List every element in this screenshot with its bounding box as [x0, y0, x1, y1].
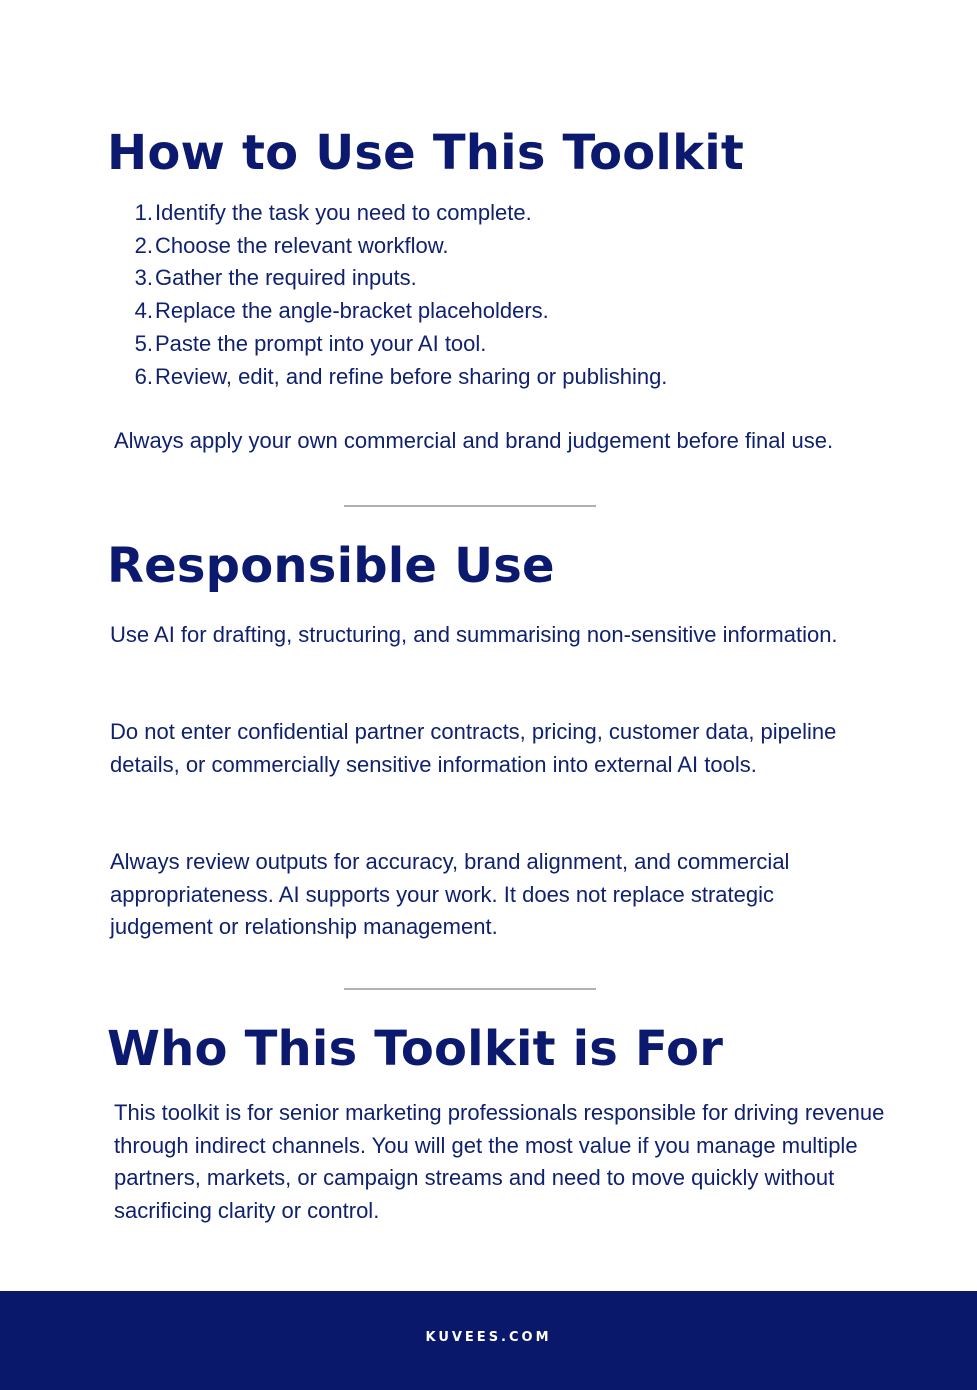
section-divider: [344, 988, 596, 990]
step-text: Choose the relevant workflow.: [155, 232, 449, 258]
step-number: 3.: [134, 265, 153, 291]
responsible-use-paragraph: Always review outputs for accuracy, brand alignment, and commercial appropriateness. AI supports your work. It does not replace strategic judgement or relationship management.: [110, 849, 790, 940]
footer-site-link[interactable]: KUVEES.COM: [425, 1329, 552, 1345]
section-divider: [344, 505, 596, 507]
step-text: Replace the angle-bracket placeholders.: [155, 298, 549, 324]
step-item: [120, 230, 667, 263]
step-number: 2.: [134, 232, 153, 258]
step-text: Paste the prompt into your AI tool.: [155, 330, 487, 356]
step-number: 1.: [134, 200, 153, 225]
step-item: [120, 197, 667, 230]
step-item: [120, 295, 667, 328]
step-number: 5.: [134, 330, 153, 356]
who-for-heading: Who This Toolkit is For: [107, 1021, 724, 1077]
step-text: Review, edit, and refine before sharing or publishing.: [155, 363, 668, 389]
step-text: Identify the task you need to complete.: [155, 200, 532, 225]
responsible-use-heading: Responsible Use: [107, 538, 555, 594]
judgement-note: Always apply your own commercial and brand judgement before final use.: [114, 428, 834, 453]
step-item: [120, 328, 667, 361]
steps-list: [120, 197, 667, 393]
who-for-body: This toolkit is for senior marketing professionals responsible for driving revenue through indirect channels. You will get the most value if you manage multiple partners, markets, or campaign streams and need to move quickly without sacrificing clarity or control.: [114, 1100, 885, 1224]
footer-bar: [0, 1291, 977, 1390]
step-number: 6.: [134, 363, 153, 389]
step-number: 4.: [134, 298, 153, 324]
responsible-use-paragraph: Use AI for drafting, structuring, and summarising non-sensitive information.: [110, 622, 838, 647]
step-item: [120, 361, 667, 394]
responsible-use-paragraph: Do not enter confidential partner contracts, pricing, customer data, pipeline details, or commercially sensitive information into external AI tools.: [110, 719, 837, 777]
step-item: [120, 262, 667, 295]
how-to-use-heading: How to Use This Toolkit: [107, 125, 744, 181]
step-text: Gather the required inputs.: [155, 265, 417, 291]
